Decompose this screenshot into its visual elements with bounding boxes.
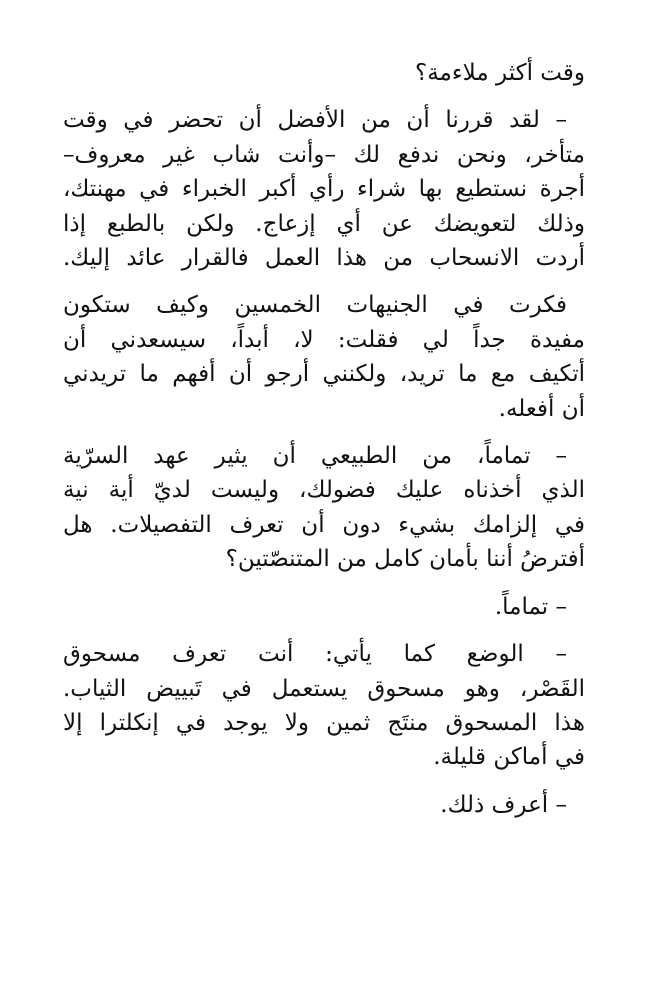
text-line: هذا المسحوق منتَج ثمين ولا يوجد في إنكلترا إلا [63,709,585,736]
paragraph-7 [63,788,585,822]
paragraph-3 [63,288,585,322]
paragraph-6 [63,637,585,671]
paragraph-2 [63,103,585,137]
text-line: – لقد قررنا أن من الأفضل أن تحضر في وقت [63,107,567,134]
paragraph-6-continued [63,672,585,775]
text-line: متأخر، ونحن ندفع لك –وأنت شاب غير معروف– [63,141,585,168]
text-line: أجرة نستطيع بها شراء رأي أكبر الخبراء في مهنتك، [63,176,585,203]
text-line: – تماماً. [494,593,567,620]
paragraph-4-continued [63,473,585,576]
text-line: القَصْر، وهو مسحوق يستعمل في تَبييض الثياب. [63,675,585,702]
text-line: – تماماً، من الطبيعي أن يثير عهد السرّية [63,443,567,470]
text-line: الذي أخذناه عليك فضولك، وليست لديّ أية نية [63,477,585,504]
paragraph-2-continued [63,138,585,276]
paragraph-4 [63,439,585,473]
text-line: أفترضُ أننا بأمان كامل من المتنصّتين؟ [225,546,585,573]
text-line: – الوضع كما يأتي: أنت تعرف مسحوق [63,641,567,668]
text-line: في إلزامك بشيء دون أن تعرف التفصيلات. هل [63,511,585,538]
text-line: في أماكن قليلة. [433,744,585,771]
text-line: وقت أكثر ملاءمة؟ [415,60,585,86]
book-page [63,56,585,822]
text-line: أتكيف مع ما تريد، ولكنني أرجو أن أفهم ما تريدني [63,361,585,388]
text-line: – أعرف ذلك. [440,791,567,818]
paragraph-3-continued [63,323,585,426]
paragraph-5 [63,590,585,624]
text-line: أن أفعله. [498,395,585,422]
text-line: فكرت في الجنيهات الخمسين وكيف ستكون [63,292,567,319]
text-line: وذلك لتعويضك عن أي إزعاج. ولكن بالطبع إذا [63,210,585,237]
text-line: أردت الانسحاب من هذا العمل فالقرار عائد إليك. [63,245,585,272]
paragraph-1 [63,56,585,90]
text-line: مفيدة جداً لي فقلت: لا، أبداً، سيسعدني أن [63,326,585,353]
